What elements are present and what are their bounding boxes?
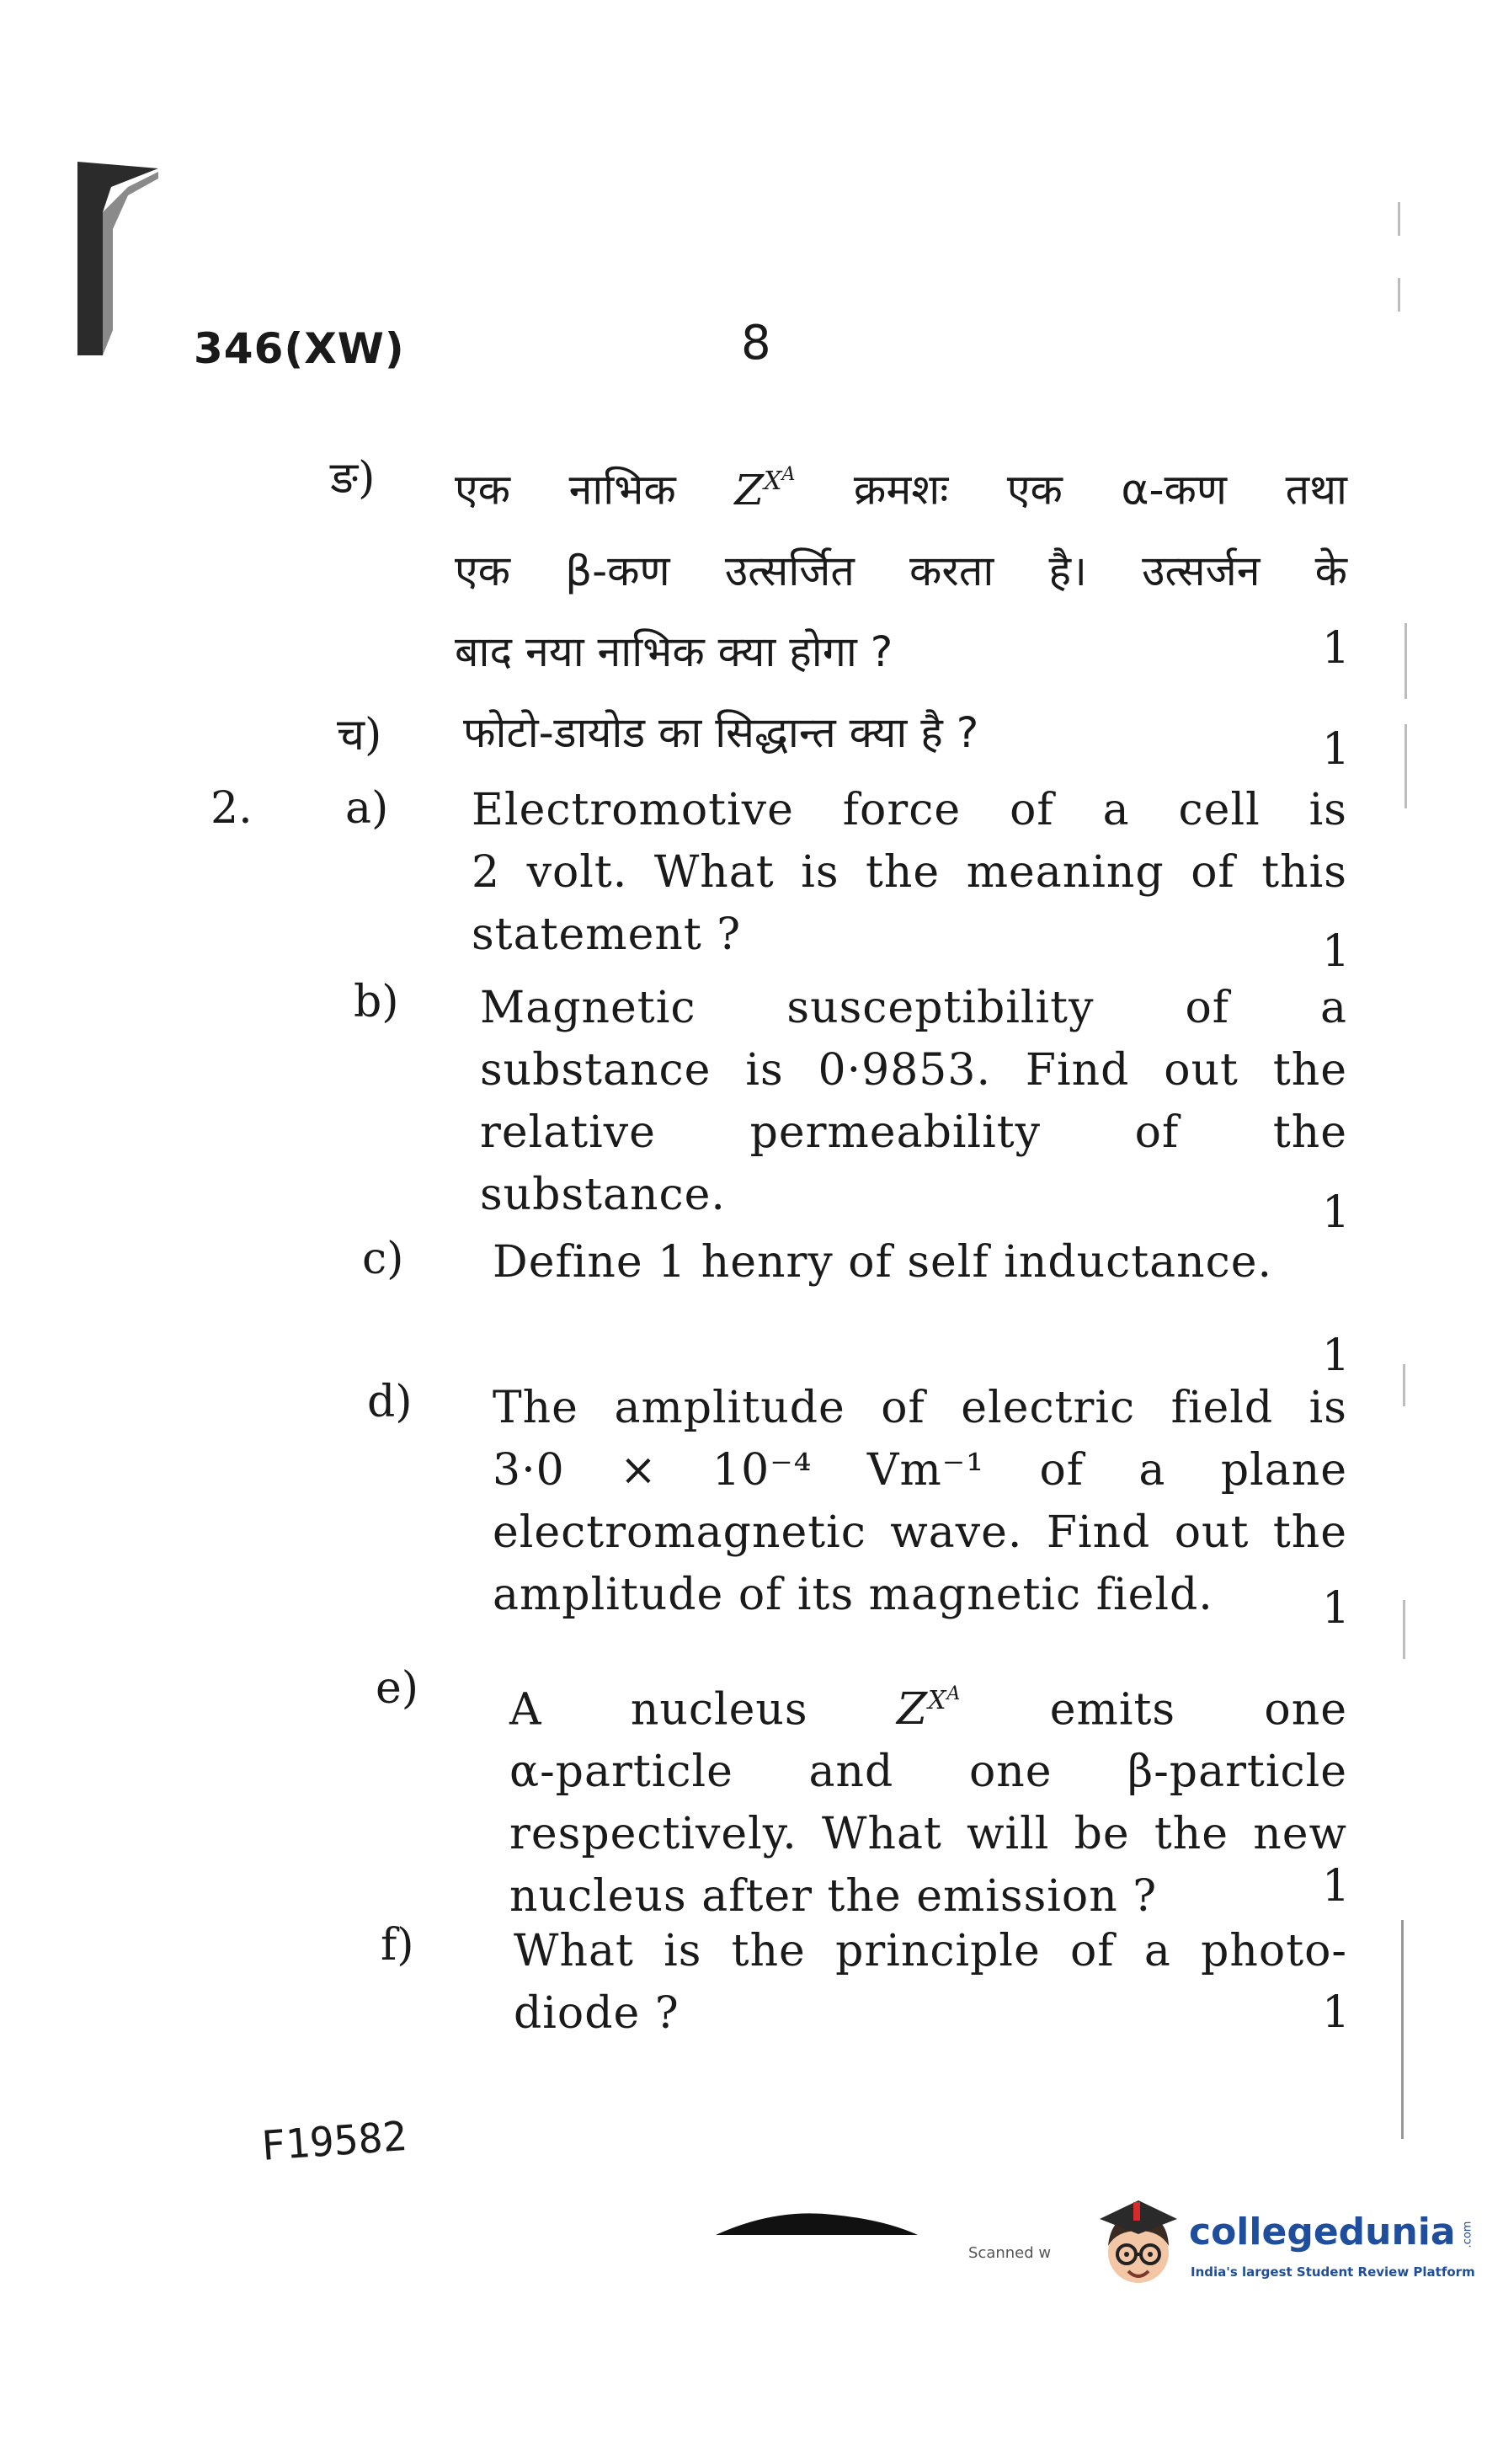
mark-value: 1 [1322, 623, 1351, 674]
scan-smudge [707, 2206, 926, 2243]
question-line: substance. [480, 1170, 726, 1220]
nucleus-symbol: $Z^{X^A}$ [896, 1683, 962, 1736]
mark-value: 1 [1322, 926, 1351, 977]
question-text [472, 779, 1347, 966]
question-label: ङ) [330, 453, 376, 504]
question-line: Define 1 henry of self inductance. [493, 1237, 1273, 1288]
brand-logo [1095, 2194, 1475, 2303]
question-label: c) [362, 1234, 404, 1284]
question-line: respectively. What will be the new [509, 1809, 1347, 1860]
question-line: electromagnetic wave. Find out the [493, 1507, 1347, 1558]
question-line: amplitude of its magnetic field. [493, 1570, 1213, 1620]
question-label: b) [354, 977, 399, 1027]
question-line-part: एक नाभिक [455, 465, 735, 515]
brand-tagline: India's largest Student Review Platform [1191, 2264, 1475, 2280]
brand-name-row [1189, 2211, 1482, 2253]
question-label: च) [337, 710, 382, 760]
question-text [509, 1663, 1347, 1928]
question-line: फोटो-डायोड का सिद्धान्त क्या है ? [463, 708, 979, 757]
question-line: Magnetic susceptibility of a [480, 983, 1347, 1033]
scan-corner-shadow [77, 162, 158, 355]
question-text [514, 1920, 1347, 2045]
question-label: a) [345, 783, 389, 834]
scanned-note: Scanned w [968, 2244, 1052, 2262]
question-line: एक β-कण उत्सर्जित करता है। उत्सर्जन के [455, 546, 1347, 595]
question-line: diode ? [514, 1988, 680, 2039]
question-label: f) [381, 1920, 414, 1971]
question-text [493, 1377, 1347, 1626]
paper-code-header: 346(XW) [194, 324, 405, 373]
paper-code-footer: F19582 [259, 2113, 409, 2170]
mark-value: 1 [1322, 1583, 1351, 1634]
question-text [463, 692, 1305, 773]
question-text [480, 977, 1347, 1226]
question-line: relative permeability of the [480, 1107, 1347, 1158]
question-line-part: emits one [961, 1684, 1347, 1736]
question-line: α-particle and one β-particle [509, 1747, 1347, 1798]
question-label: e) [376, 1663, 419, 1714]
question-line [455, 435, 1347, 531]
question-line: Electromotive force of a cell is [472, 785, 1347, 835]
brand-name[interactable]: collegedunia [1189, 2211, 1456, 2253]
question-line-part: A nucleus [509, 1684, 897, 1736]
mark-value: 1 [1322, 1187, 1351, 1238]
question-line: बाद नया नाभिक क्या होगा ? [455, 627, 893, 676]
question-line: What is the principle of a photo- [514, 1926, 1347, 1976]
nucleus-symbol: $Z^{X^A}$ [734, 464, 796, 515]
mark-value: 1 [1322, 1861, 1351, 1912]
question-line: nucleus after the emission ? [509, 1871, 1158, 1923]
question-line-part: क्रमशः एक α-कण तथा [795, 465, 1347, 515]
question-line: substance is 0·9853. Find out the [480, 1045, 1347, 1096]
question-line: The amplitude of electric field is [493, 1383, 1347, 1433]
question-label: d) [367, 1377, 413, 1427]
question-line: 2 volt. What is the meaning of this [472, 847, 1347, 898]
mark-value: 1 [1322, 1331, 1351, 1381]
question-line [509, 1663, 1347, 1741]
question-number: 2. [211, 783, 253, 834]
mark-value: 1 [1322, 1987, 1351, 2038]
page-number: 8 [741, 316, 772, 371]
brand-suffix: .com [1461, 2221, 1474, 2248]
mark-value: 1 [1322, 724, 1351, 775]
question-text [455, 435, 1347, 692]
mascot-icon [1095, 2194, 1182, 2301]
question-line: 3·0 × 10⁻⁴ Vm⁻¹ of a plane [493, 1445, 1347, 1496]
question-line: statement ? [472, 909, 742, 960]
question-text [493, 1231, 1360, 1293]
